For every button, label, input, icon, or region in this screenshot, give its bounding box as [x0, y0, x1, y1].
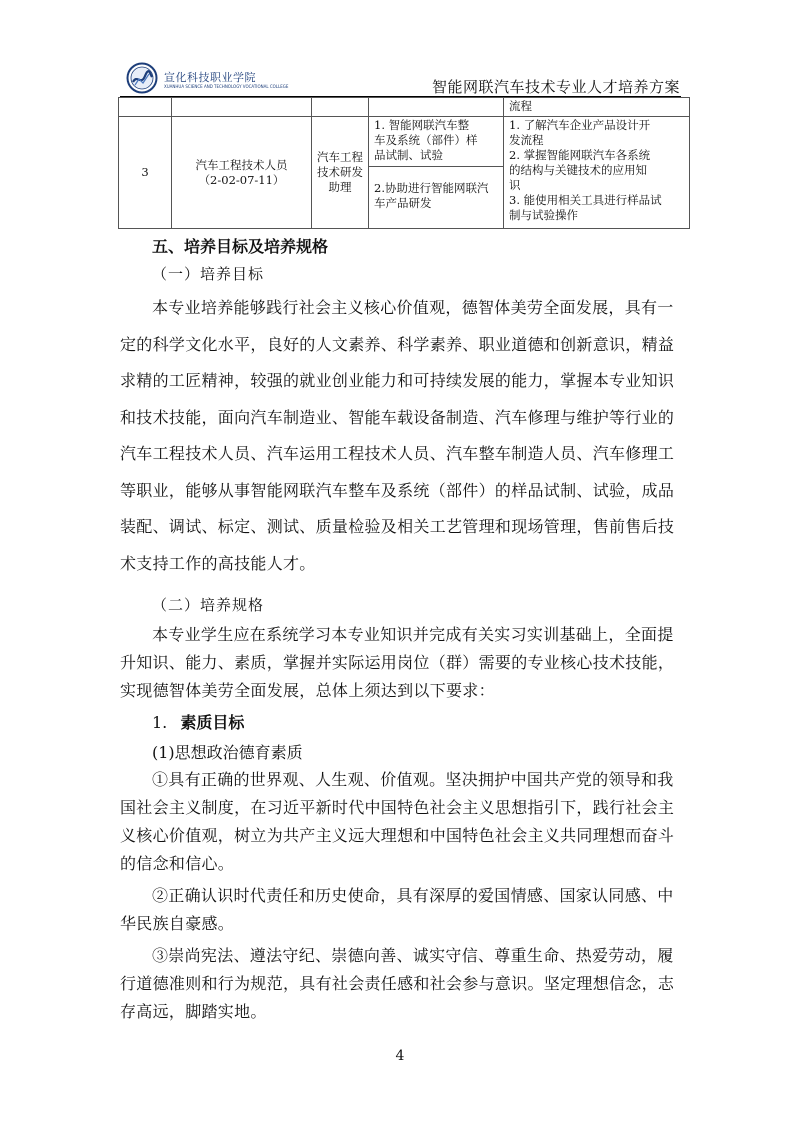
table-cell-req	[504, 117, 690, 229]
text-line: 装配、调试、标定、测试、质量检验及相关工艺管理和现场管理，售前售后技	[120, 517, 675, 536]
subsection-heading-goal: （一）培养目标	[152, 265, 265, 283]
task-line: 2.协助进行智能网联汽	[374, 181, 489, 195]
req-line: 制与试验操作	[509, 208, 578, 222]
ideology-item-2	[120, 882, 682, 938]
text-line: 义核心价值观，树立为共产主义远大理想和中国特色社会主义共同理想而奋斗	[120, 826, 675, 845]
text-line: 汽车工程技术人员、汽车运用工程技术人员、汽车整车制造人员、汽车修理工	[120, 444, 675, 463]
req-line: 1. 了解汽车企业产品设计开	[509, 118, 651, 132]
text-line: ②正确认识时代责任和历史使命，具有深厚的爱国情感、国家认同感、中	[152, 886, 674, 905]
table-cell-num: 3	[119, 117, 172, 229]
quality-heading	[152, 710, 714, 733]
role-line: 助理	[328, 180, 352, 194]
school-logo-icon	[126, 62, 158, 94]
req-line: 3. 能使用相关工具进行样品试	[509, 193, 662, 207]
text-line: 的信念和信心。	[120, 854, 235, 873]
goal-paragraph	[120, 290, 682, 582]
ideology-item-3	[120, 942, 682, 1026]
req-line: 2. 掌握智能网联汽车各系统	[509, 148, 651, 162]
job-name: 汽车工程技术人员	[195, 157, 288, 172]
quality-number: 1.	[152, 713, 168, 732]
role-line: 汽车工程	[317, 150, 363, 164]
ideology-heading: (1)思想政治德育素质	[152, 743, 303, 762]
task-line: 品试制、试验	[374, 148, 443, 162]
table-cell-task	[369, 167, 504, 229]
text-line: 本专业学生应在系统学习本专业知识并完成有关实习实训基础上，全面提	[152, 625, 674, 644]
subsection-heading-spec: （二）培养规格	[152, 596, 265, 614]
table-cell-task	[369, 117, 504, 167]
text-line: 和技术技能，面向汽车制造业、智能车载设备制造、汽车修理与维护等行业的	[120, 407, 675, 427]
occupation-table	[118, 97, 690, 229]
spec-paragraph	[120, 621, 682, 705]
table-cell-role	[312, 117, 369, 229]
task-line: 车及系统（部件）样	[374, 133, 478, 147]
school-name: 宣化科技职业学院	[164, 71, 256, 84]
text-line: 术支持工作的高技能人才。	[120, 553, 316, 573]
text-line: 等职业，能够从事智能网联汽车整车及系统（部件）的样品试制、试验，成品	[120, 480, 675, 500]
text-line: 求精的工匠精神，较强的就业创业能力和可持续发展的能力，掌握本专业知识	[120, 371, 675, 390]
job-code: （2-02-07-11）	[198, 172, 285, 187]
ideology-item-1	[120, 766, 682, 878]
text-line: 存高远，脚踏实地。	[120, 1002, 267, 1021]
text-line: 本专业培养能够践行社会主义核心价值观，德智体美劳全面发展，具有一	[152, 298, 674, 317]
table-row	[119, 117, 690, 167]
text-line: 华民族自豪感。	[120, 914, 235, 933]
task-line: 车产品研发	[374, 196, 432, 210]
text-line: 实现德智体美劳全面发展，总体上须达到以下要求：	[120, 681, 495, 700]
document-title: 智能网联汽车技术专业人才培养方案	[431, 78, 680, 96]
req-line: 发流程	[509, 133, 544, 147]
text-line: ①具有正确的世界观、人生观、价值观。坚决拥护中国共产党的领导和我	[152, 770, 674, 789]
table-row	[119, 98, 690, 117]
table-cell-req	[504, 98, 690, 117]
text-line: 行道德准则和行为规范，具有社会责任感和社会参与意识。坚定理想信念，志	[120, 974, 675, 993]
table-cell-job	[172, 117, 312, 229]
text-line: 升知识、能力、素质，掌握并实际运用岗位（群）需要的专业核心技术技能，	[120, 653, 675, 672]
text-line: ③崇尚宪法、遵法守纪、崇德向善、诚实守信、尊重生命、热爱劳动，履	[152, 946, 674, 965]
text-line: 定的科学文化水平，良好的人文素养、科学素养、职业道德和创新意识，精益	[120, 334, 675, 354]
quality-title: 素质目标	[180, 713, 245, 732]
text-line: 国社会主义制度，在习近平新时代中国特色社会主义思想指引下，践行社会主	[120, 798, 675, 817]
page-number: 4	[395, 1048, 405, 1064]
school-name-en: XUANHUA SCIENCE AND TECHNOLOGY VOCATIONAL COLLEGE	[164, 84, 289, 89]
section-heading: 五、培养目标及培养规格	[152, 237, 329, 256]
page-header	[120, 60, 680, 98]
req-line: 的结构与关键技术的应用知	[509, 163, 647, 177]
task-line: 1. 智能网联汽车整	[374, 118, 470, 132]
req-line: 识	[509, 178, 521, 192]
req-line: 流程	[509, 99, 532, 113]
role-line: 技术研发	[317, 165, 363, 179]
